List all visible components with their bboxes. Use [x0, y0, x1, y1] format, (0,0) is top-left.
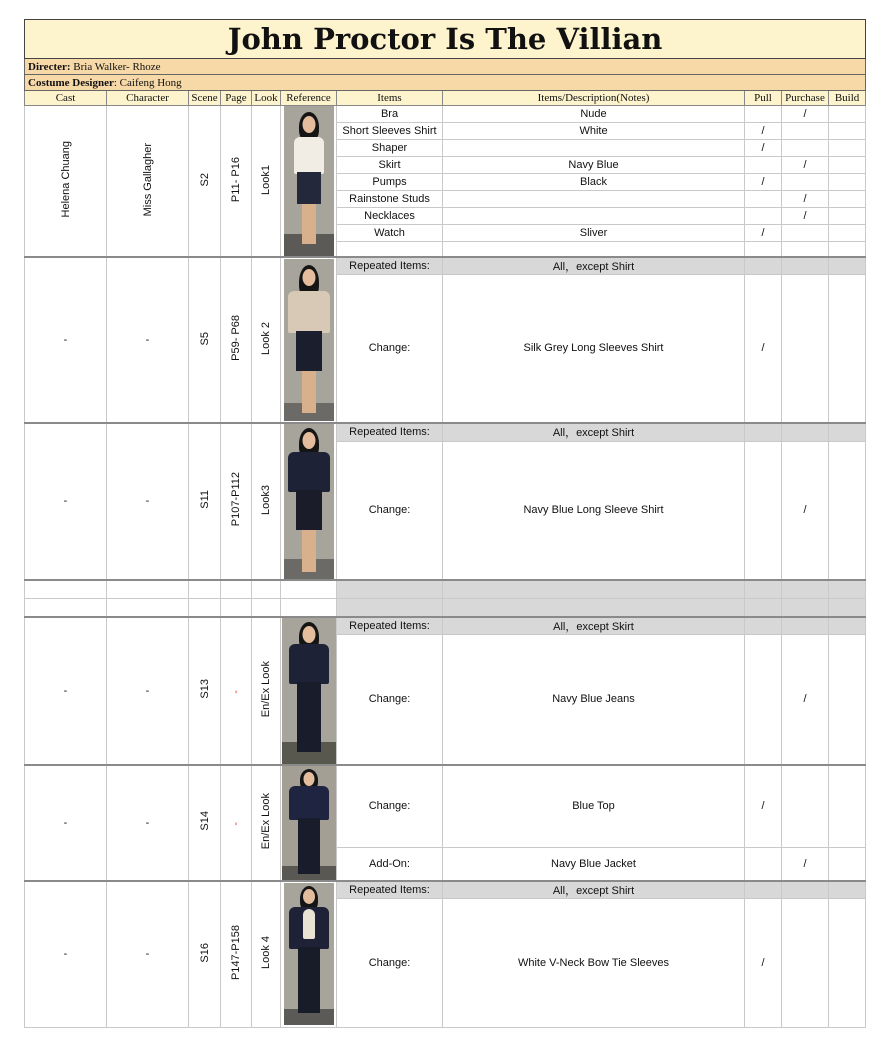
item-name: Pumps [337, 174, 443, 191]
item-name: Bra [337, 106, 443, 123]
scene-number: S16 [198, 942, 211, 963]
character-cell [107, 765, 189, 881]
page-cell [221, 881, 252, 1028]
character-cell [107, 881, 189, 1028]
reference-photo [284, 259, 334, 421]
pull-mark: / [745, 898, 782, 1027]
cast-name: - [63, 948, 68, 960]
purchase-mark [782, 275, 829, 423]
pull-mark [745, 848, 782, 881]
reference-photo [284, 424, 334, 579]
reference-cell [281, 765, 337, 881]
reference-cell [281, 881, 337, 1028]
look-cell [252, 765, 281, 881]
purchase-mark: / [782, 106, 829, 123]
cast-cell [25, 881, 107, 1028]
reference-cell [281, 423, 337, 580]
purchase-mark [782, 225, 829, 242]
page-range: P107-P112 [230, 472, 242, 527]
reference-photo [282, 618, 336, 764]
build-mark [829, 157, 866, 174]
scene-number: S11 [198, 490, 211, 509]
build-mark [829, 123, 866, 140]
cast-name: - [63, 495, 68, 507]
director-value: Bria Walker- Rhoze [70, 60, 161, 73]
col-header-build: Build [829, 91, 866, 106]
item-name: Shaper [337, 140, 443, 157]
item-description: Black [443, 174, 745, 191]
change-value: Navy Blue Long Sleeve Shirt [443, 442, 745, 580]
build-mark [829, 225, 866, 242]
repeated-items-label: Repeated Items: [337, 881, 443, 899]
change-value: Silk Grey Long Sleeves Shirt [443, 275, 745, 423]
page-cell [221, 617, 252, 765]
repeated-items-label: Repeated Items: [337, 617, 443, 635]
col-header-character: Character [107, 91, 189, 106]
scene-number: S14 [198, 811, 211, 831]
look-cell [252, 257, 281, 423]
col-header-cast: Cast [25, 91, 107, 106]
director-label: Directer: [28, 60, 71, 73]
repeated-items-label: Repeated Items: [337, 423, 443, 442]
build-mark [829, 208, 866, 225]
scene-number: S13 [198, 679, 211, 699]
costume-designer-row [25, 75, 866, 91]
change-label: Change: [337, 275, 443, 423]
reference-cell [281, 106, 337, 258]
build-mark [829, 635, 866, 765]
item-name: Skirt [337, 157, 443, 174]
page-range: - [230, 689, 242, 694]
costume-designer-value: : Caifeng Hong [113, 76, 182, 89]
pull-mark: / [745, 275, 782, 423]
look-name: Look 4 [260, 935, 272, 970]
look-cell [252, 106, 281, 258]
table-row [25, 617, 866, 635]
purchase-mark [782, 140, 829, 157]
scene-cell [189, 617, 221, 765]
repeated-items-value: All，except Shirt [443, 881, 745, 899]
addon-label: Add-On: [337, 848, 443, 881]
purchase-mark: / [782, 442, 829, 580]
item-name: Short Sleeves Shirt [337, 123, 443, 140]
change-value: White V-Neck Bow Tie Sleeves [443, 898, 745, 1027]
costume-plot-table [24, 19, 866, 1028]
scene-cell [189, 257, 221, 423]
look-name: En/Ex Look [260, 792, 272, 850]
character-name: - [145, 948, 150, 960]
character-name: - [145, 495, 150, 507]
pull-mark: / [745, 765, 782, 848]
build-mark [829, 106, 866, 123]
repeated-items-value: All，except Skirt [443, 617, 745, 635]
scene-number: S2 [198, 172, 211, 187]
item-description: Navy Blue [443, 157, 745, 174]
scene-number: S5 [198, 331, 211, 345]
page-range: P59- P68 [230, 315, 242, 362]
character-name: Miss Gallagher [141, 142, 154, 217]
pull-mark [745, 442, 782, 580]
item-name: Rainstone Studs [337, 191, 443, 208]
table-row [25, 423, 866, 442]
table-row [25, 580, 866, 599]
cast-cell [25, 765, 107, 881]
cast-name: - [63, 684, 68, 697]
character-name: - [145, 333, 150, 346]
costume-designer-label: Costume Designer [28, 76, 114, 89]
build-mark [829, 174, 866, 191]
reference-cell [281, 617, 337, 765]
purchase-mark: / [782, 191, 829, 208]
pull-mark [745, 208, 782, 225]
repeated-items-value: All，except Shirt [443, 423, 745, 442]
director-row [25, 59, 866, 75]
change-label: Change: [337, 442, 443, 580]
table-row [25, 765, 866, 848]
costume-plot-sheet [24, 19, 865, 1028]
character-name: - [145, 684, 150, 697]
col-header-items: Items [337, 91, 443, 106]
item-description [443, 191, 745, 208]
character-name: - [145, 816, 150, 829]
col-header-look: Look [252, 91, 281, 106]
change-label: Change: [337, 765, 443, 848]
cast-name: Helena Chuang [59, 141, 72, 218]
item-name: Necklaces [337, 208, 443, 225]
item-description [443, 208, 745, 225]
scene-cell [189, 423, 221, 580]
change-label: Change: [337, 635, 443, 765]
table-row [25, 881, 866, 899]
reference-photo [284, 883, 334, 1025]
purchase-mark [782, 898, 829, 1027]
table-row [25, 106, 866, 123]
change-value: Blue Top [443, 765, 745, 848]
look-cell [252, 617, 281, 765]
col-header-scene: Scene [189, 91, 221, 106]
change-value: Navy Blue Jeans [443, 635, 745, 765]
pull-mark: / [745, 123, 782, 140]
col-header-description: Items/Description(Notes) [443, 91, 745, 106]
table-row [25, 599, 866, 617]
purchase-mark: / [782, 635, 829, 765]
reference-cell [281, 257, 337, 423]
purchase-mark: / [782, 157, 829, 174]
item-description [443, 140, 745, 157]
build-mark [829, 275, 866, 423]
col-header-page: Page [221, 91, 252, 106]
pull-mark [745, 106, 782, 123]
page-cell [221, 106, 252, 258]
item-description: White [443, 123, 745, 140]
page-cell [221, 423, 252, 580]
build-mark [829, 898, 866, 1027]
purchase-mark [782, 174, 829, 191]
look-name: Look3 [260, 484, 272, 515]
reference-photo [282, 766, 336, 880]
look-cell [252, 881, 281, 1028]
cast-name: - [63, 816, 68, 829]
look-cell [252, 423, 281, 580]
character-cell [107, 257, 189, 423]
build-mark [829, 191, 866, 208]
cast-cell [25, 423, 107, 580]
scene-cell [189, 765, 221, 881]
cast-cell [25, 106, 107, 258]
look-name: Look1 [260, 164, 272, 195]
col-header-pull: Pull [745, 91, 782, 106]
item-name: Watch [337, 225, 443, 242]
page-cell [221, 257, 252, 423]
purchase-mark: / [782, 848, 829, 881]
look-name: Look 2 [260, 321, 272, 355]
scene-cell [189, 881, 221, 1028]
look-name: En/Ex Look [260, 660, 272, 718]
change-label: Change: [337, 898, 443, 1027]
page-cell [221, 765, 252, 881]
pull-mark: / [745, 140, 782, 157]
reference-photo [284, 106, 334, 256]
item-description: Nude [443, 106, 745, 123]
character-cell [107, 617, 189, 765]
col-header-reference: Reference [281, 91, 337, 106]
purchase-mark [782, 765, 829, 848]
character-cell [107, 423, 189, 580]
column-header-row [25, 91, 866, 106]
purchase-mark: / [782, 208, 829, 225]
page-range: - [230, 821, 242, 826]
page-range: P147-P158 [230, 924, 242, 981]
pull-mark: / [745, 174, 782, 191]
character-cell [107, 106, 189, 258]
repeated-items-value: All，except Shirt [443, 257, 745, 275]
scene-cell [189, 106, 221, 258]
cast-name: - [63, 333, 68, 346]
build-mark [829, 442, 866, 580]
build-mark [829, 140, 866, 157]
cast-cell [25, 617, 107, 765]
cast-cell [25, 257, 107, 423]
page-title: John Proctor Is The Villian [25, 20, 866, 59]
pull-mark [745, 635, 782, 765]
item-description: Sliver [443, 225, 745, 242]
pull-mark [745, 157, 782, 174]
table-row [25, 257, 866, 275]
repeated-items-label: Repeated Items: [337, 257, 443, 275]
pull-mark [745, 191, 782, 208]
purchase-mark [782, 123, 829, 140]
pull-mark: / [745, 225, 782, 242]
page-range: P11- P16 [230, 156, 242, 203]
build-mark [829, 848, 866, 881]
build-mark [829, 765, 866, 848]
addon-value: Navy Blue Jacket [443, 848, 745, 881]
col-header-purchase: Purchase [782, 91, 829, 106]
